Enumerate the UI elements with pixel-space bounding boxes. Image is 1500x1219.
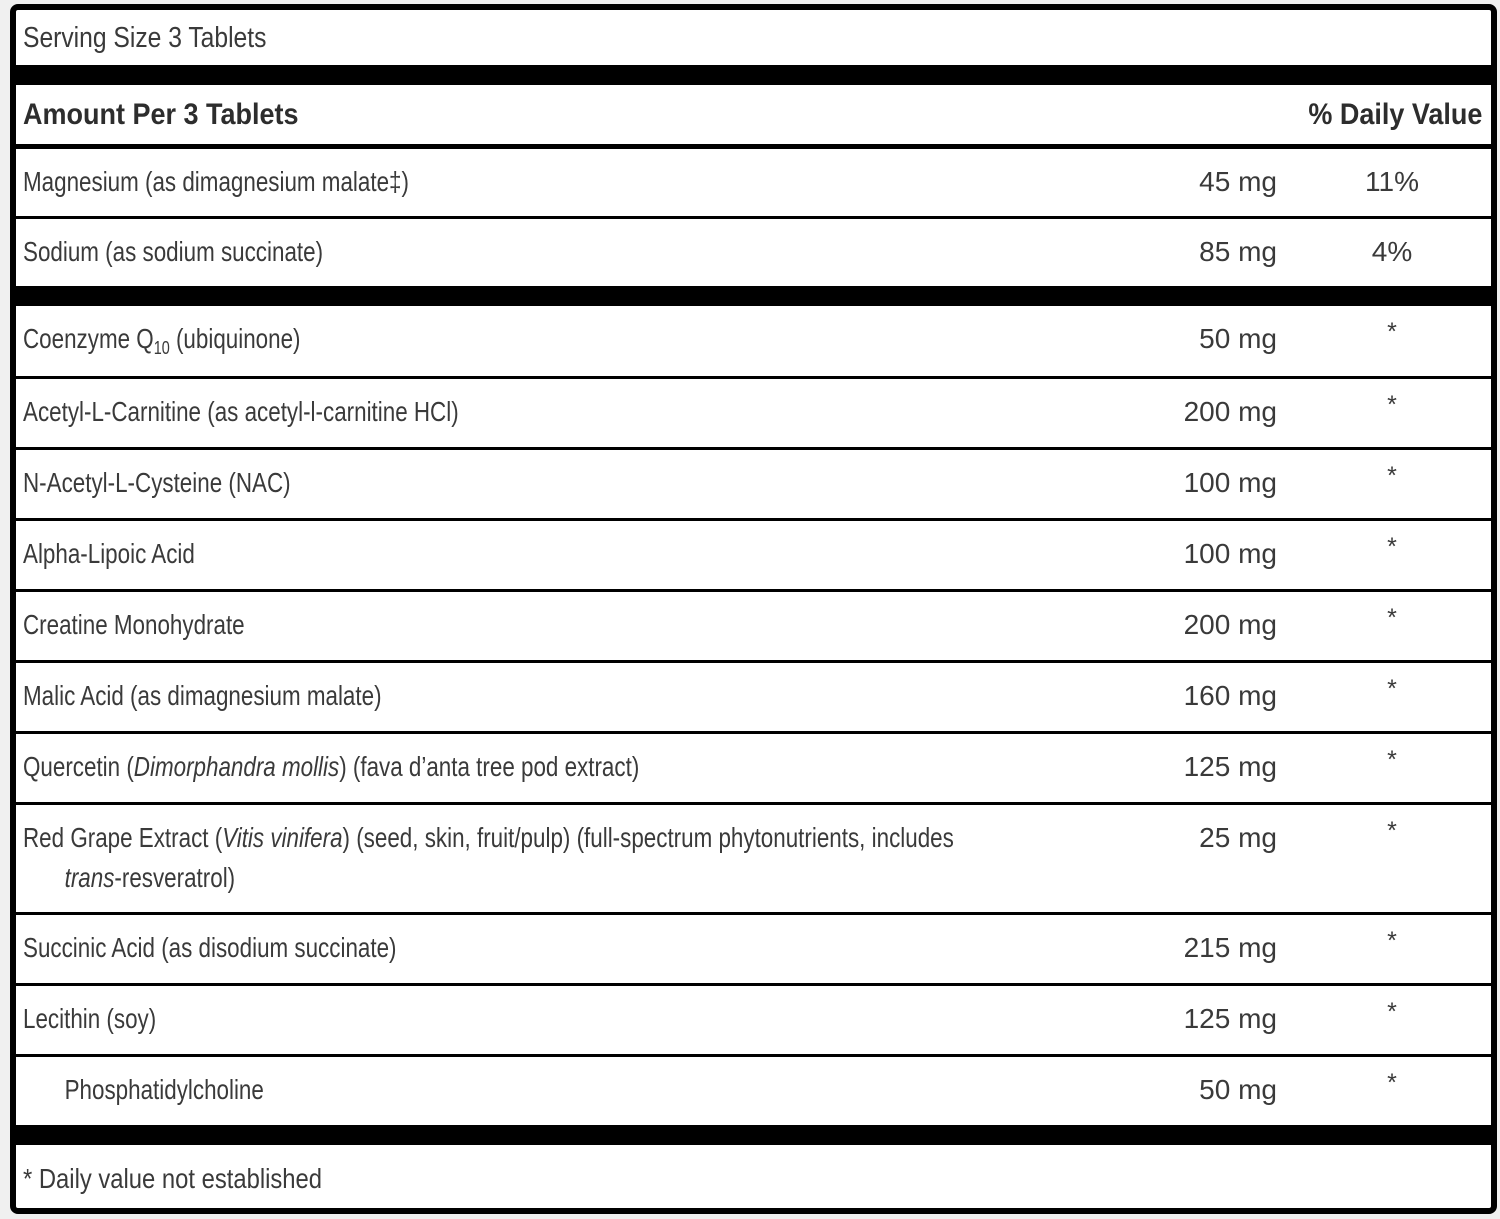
ingredient-name: Malic Acid (as dimagnesium malate) — [23, 680, 382, 711]
table-row-quercetin — [16, 734, 1491, 805]
asterisk: * — [1387, 462, 1397, 490]
daily-value-header-cell — [1289, 95, 1482, 135]
daily-value — [1277, 747, 1482, 788]
table-row-coenzyme-q10 — [16, 306, 1491, 379]
asterisk: * — [1387, 391, 1397, 419]
ingredient-name-cell — [23, 676, 1117, 717]
amount-value: 25 mg — [1199, 822, 1277, 853]
daily-value — [1277, 392, 1482, 433]
ingredient-name: Alpha-Lipoic Acid — [23, 538, 195, 569]
amount-value: 125 mg — [1183, 751, 1277, 782]
ingredient-name: Quercetin (Dimorphandra mollis) (fava d’anta tree pod extract) — [23, 751, 640, 782]
serving-size-row — [16, 10, 1491, 65]
ingredient-name: Red Grape Extract (Vitis vinifera) (seed, skin, fruit/pulp) (full-spectrum phytonutrients, includes trans-resveratrol) — [23, 822, 954, 893]
table-row-phosphatidylcholine — [16, 1057, 1491, 1125]
asterisk: * — [1387, 318, 1397, 346]
ingredient-name: Magnesium (as dimagnesium malate‡) — [23, 166, 409, 197]
table-row-alpha-lipoic-acid — [16, 521, 1491, 592]
amount-header-label: Amount Per 3 Tablets — [23, 98, 299, 131]
amount-value: 125 mg — [1183, 1003, 1277, 1034]
footnote-text: * Daily value not established — [23, 1163, 323, 1194]
amount-header-cell — [23, 95, 1289, 135]
table-row-sodium — [16, 219, 1491, 286]
serving-size-text: Serving Size 3 Tablets — [23, 22, 267, 54]
amount-value: 215 mg — [1183, 932, 1277, 963]
daily-value — [1277, 1070, 1482, 1111]
asterisk: * — [1387, 998, 1397, 1026]
ingredient-name: Creatine Monohydrate — [23, 609, 245, 640]
asterisk: * — [1387, 746, 1397, 774]
daily-value: 4% — [1371, 236, 1413, 267]
table-row-n-acetyl-l-cysteine — [16, 450, 1491, 521]
ingredient-name-cell — [23, 1070, 1117, 1111]
ingredient-name-cell — [23, 605, 1117, 646]
supplement-facts-panel — [10, 4, 1497, 1214]
amount-value: 160 mg — [1183, 680, 1277, 711]
table-row-lecithin — [16, 986, 1491, 1057]
table-row-magnesium — [16, 149, 1491, 219]
daily-value-header-label: % Daily Value — [1307, 98, 1482, 131]
ingredient-name: N-Acetyl-L-Cysteine (NAC) — [23, 467, 291, 498]
daily-value — [1277, 605, 1482, 646]
asterisk: * — [1387, 1069, 1397, 1097]
daily-value — [1277, 818, 1482, 898]
ingredient-name: Phosphatidylcholine — [64, 1074, 264, 1105]
amount-value: 200 mg — [1183, 396, 1277, 427]
amount-value: 50 mg — [1199, 1074, 1277, 1105]
table-row-red-grape-extract — [16, 805, 1491, 915]
ingredient-name-cell — [23, 534, 1117, 575]
amount-value: 200 mg — [1183, 609, 1277, 640]
ingredient-name-cell — [23, 232, 1117, 272]
daily-value — [1277, 534, 1482, 575]
amount-value: 100 mg — [1183, 538, 1277, 569]
daily-value — [1277, 676, 1482, 717]
ingredient-name: Succinic Acid (as disodium succinate) — [23, 932, 397, 963]
table-row-acetyl-l-carnitine — [16, 379, 1491, 450]
daily-value: 11% — [1365, 166, 1419, 197]
ingredient-rows — [16, 149, 1491, 1125]
table-header — [16, 85, 1491, 149]
ingredient-name: Sodium (as sodium succinate) — [23, 236, 324, 267]
ingredient-name-cell — [23, 162, 1117, 202]
ingredient-name-cell — [23, 463, 1117, 504]
asterisk: * — [1387, 817, 1397, 845]
amount-value: 50 mg — [1199, 323, 1277, 354]
table-row-creatine-monohydrate — [16, 592, 1491, 663]
ingredient-name: Acetyl-L-Carnitine (as acetyl-l-carnitine HCl) — [23, 396, 459, 427]
ingredient-name: Coenzyme $Q_{10}$ (ubiquinone) — [23, 323, 301, 358]
ingredient-name-cell — [23, 319, 1117, 362]
asterisk: * — [1387, 604, 1397, 632]
ingredient-name-cell — [23, 928, 1117, 969]
asterisk: * — [1387, 675, 1397, 703]
daily-value — [1277, 463, 1482, 504]
asterisk: * — [1387, 533, 1397, 561]
ingredient-name-cell — [23, 747, 1117, 788]
table-row-succinic-acid — [16, 915, 1491, 986]
daily-value — [1277, 999, 1482, 1040]
daily-value — [1277, 928, 1482, 969]
amount-value: 100 mg — [1183, 467, 1277, 498]
table-row-malic-acid — [16, 663, 1491, 734]
separator-bar — [16, 1125, 1491, 1145]
ingredient-name: Lecithin (soy) — [23, 1003, 157, 1034]
separator-bar — [16, 65, 1491, 85]
amount-value: 85 mg — [1199, 236, 1277, 267]
asterisk: * — [1387, 927, 1397, 955]
footnote-row — [16, 1145, 1491, 1213]
ingredient-name-cell — [23, 818, 1117, 898]
separator-bar — [16, 286, 1491, 306]
ingredient-name-cell — [23, 999, 1117, 1040]
ingredient-name-cell — [23, 392, 1117, 433]
amount-value: 45 mg — [1199, 166, 1277, 197]
daily-value — [1277, 319, 1482, 362]
